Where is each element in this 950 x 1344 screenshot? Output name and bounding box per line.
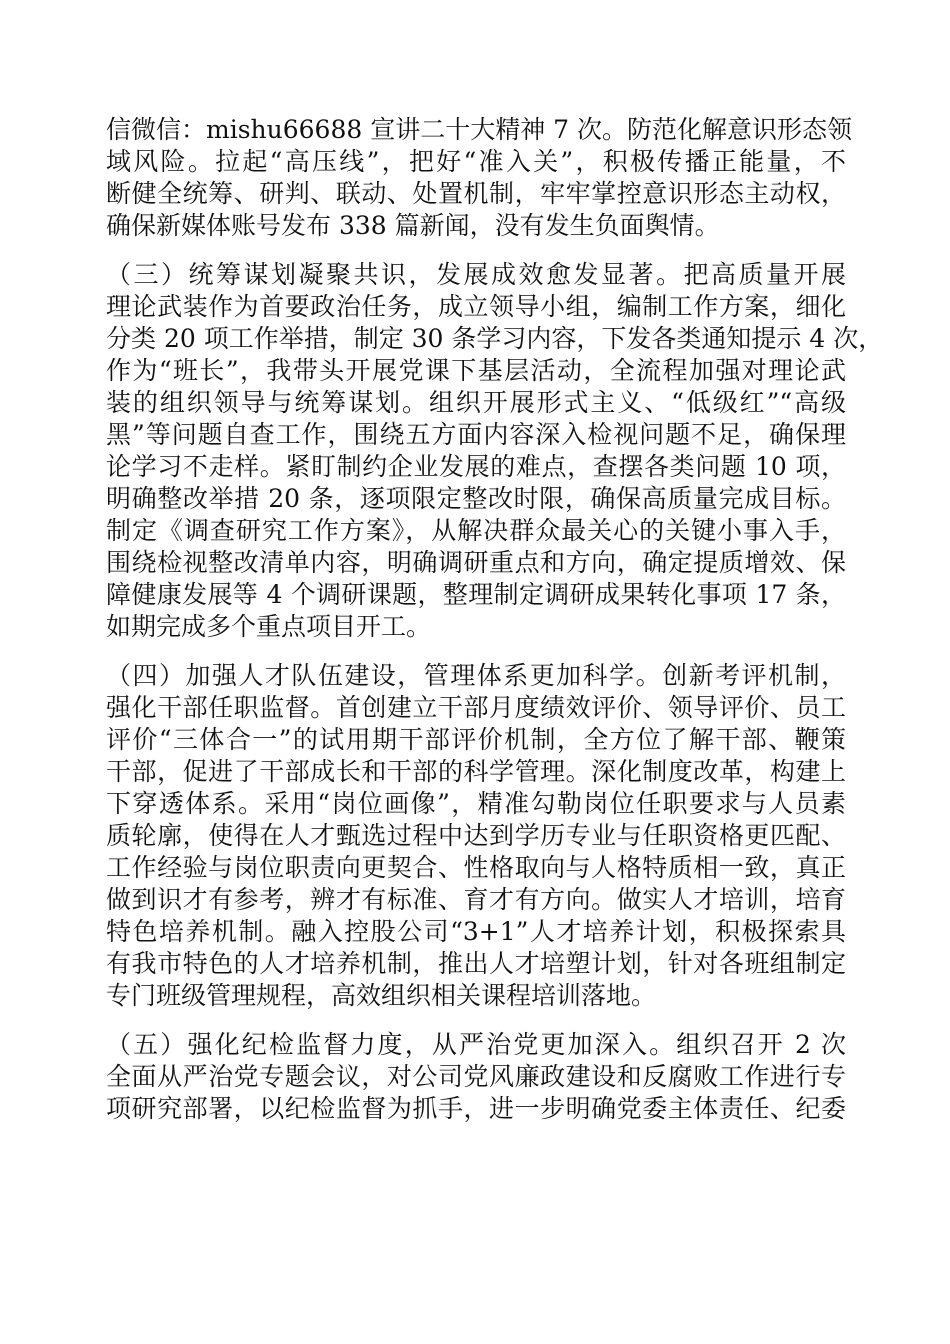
text-line: 如期完成多个重点项目开工。 — [106, 612, 432, 641]
paragraph-1 — [106, 114, 853, 242]
text-line: 确保新媒体账号发布 338 篇新闻，没有发生负面舆情。 — [106, 211, 720, 240]
text-line: （三）统筹谋划凝聚共识，发展成效愈发显著。把高质量开展 — [106, 260, 846, 289]
text-line: （五）强化纪检监督力度，从严治党更加深入。组织召开 2 次 — [106, 1030, 846, 1059]
text-line: 信微信：mishu66688 宣讲二十大精神 7 次。防范化解意识形态领 — [106, 115, 853, 144]
text-line: 专门班级管理规程，高效组织相关课程培训落地。 — [106, 981, 657, 1010]
text-line: 质轮廓，使得在人才甄选过程中达到学历专业与任职资格更匹配、 — [106, 821, 846, 850]
paragraph-section-5 — [106, 1029, 846, 1125]
text-line: 特色培养机制。融入控股公司“3+1”人才培养计划，积极探索具 — [106, 917, 846, 946]
text-line: （四）加强人才队伍建设，管理体系更加科学。创新考评机制， — [106, 661, 846, 690]
text-line: 下穿透体系。采用“岗位画像”，精准勾勒岗位任职要求与人员素 — [106, 789, 846, 818]
text-line: 理论武装作为首要政治任务，成立领导小组，编制工作方案，细化 — [106, 292, 846, 321]
text-line: 制定《调查研究工作方案》，从解决群众最关心的关键小事入手， — [106, 516, 846, 545]
text-line: 工作经验与岗位职责向更契合、性格取向与人格特质相一致，真正 — [106, 853, 846, 882]
text-line: 做到识才有参考，辨才有标准、育才有方向。做实人才培训，培育 — [106, 885, 846, 914]
text-line: 域风险。拉起“高压线”，把好“准入关”，积极传播正能量，不 — [106, 147, 846, 176]
text-line: 干部，促进了干部成长和干部的科学管理。深化制度改革，构建上 — [106, 757, 846, 786]
text-line: 评价“三体合一”的试用期干部评价机制，全方位了解干部、鞭策 — [106, 725, 846, 754]
text-line: 断健全统筹、研判、联动、处置机制，牢牢掌控意识形态主动权， — [106, 179, 846, 208]
text-line: 强化干部任职监督。首创建立干部月度绩效评价、领导评价、员工 — [106, 693, 846, 722]
document-page — [106, 114, 884, 1142]
text-line: 全面从严治党专题会议，对公司党风廉政建设和反腐败工作进行专 — [106, 1062, 846, 1091]
paragraph-section-3 — [106, 259, 884, 643]
text-line: 装的组织领导与统筹谋划。组织开展形式主义、“低级红”“高级 — [106, 388, 846, 417]
text-line: 障健康发展等 4 个调研课题，整理制定调研成果转化事项 17 条， — [106, 580, 846, 609]
text-line: 分类 20 项工作举措，制定 30 条学习内容，下发各类通知提示 4 次， — [106, 324, 884, 353]
text-line: 有我市特色的人才培养机制，推出人才培塑计划，针对各班组制定 — [106, 949, 846, 978]
paragraph-section-4 — [106, 660, 846, 1012]
text-line: 黑”等问题自查工作，围绕五方面内容深入检视问题不足，确保理 — [106, 420, 846, 449]
text-line: 论学习不走样。紧盯制约企业发展的难点，查摆各类问题 10 项， — [106, 452, 846, 481]
text-line: 明确整改举措 20 条，逐项限定整改时限，确保高质量完成目标。 — [106, 484, 846, 513]
text-line: 项研究部署，以纪检监督为抓手，进一步明确党委主体责任、纪委 — [106, 1094, 846, 1123]
text-line: 作为“班长”，我带头开展党课下基层活动，全流程加强对理论武 — [106, 356, 846, 385]
text-line: 围绕检视整改清单内容，明确调研重点和方向，确定提质增效、保 — [106, 548, 846, 577]
